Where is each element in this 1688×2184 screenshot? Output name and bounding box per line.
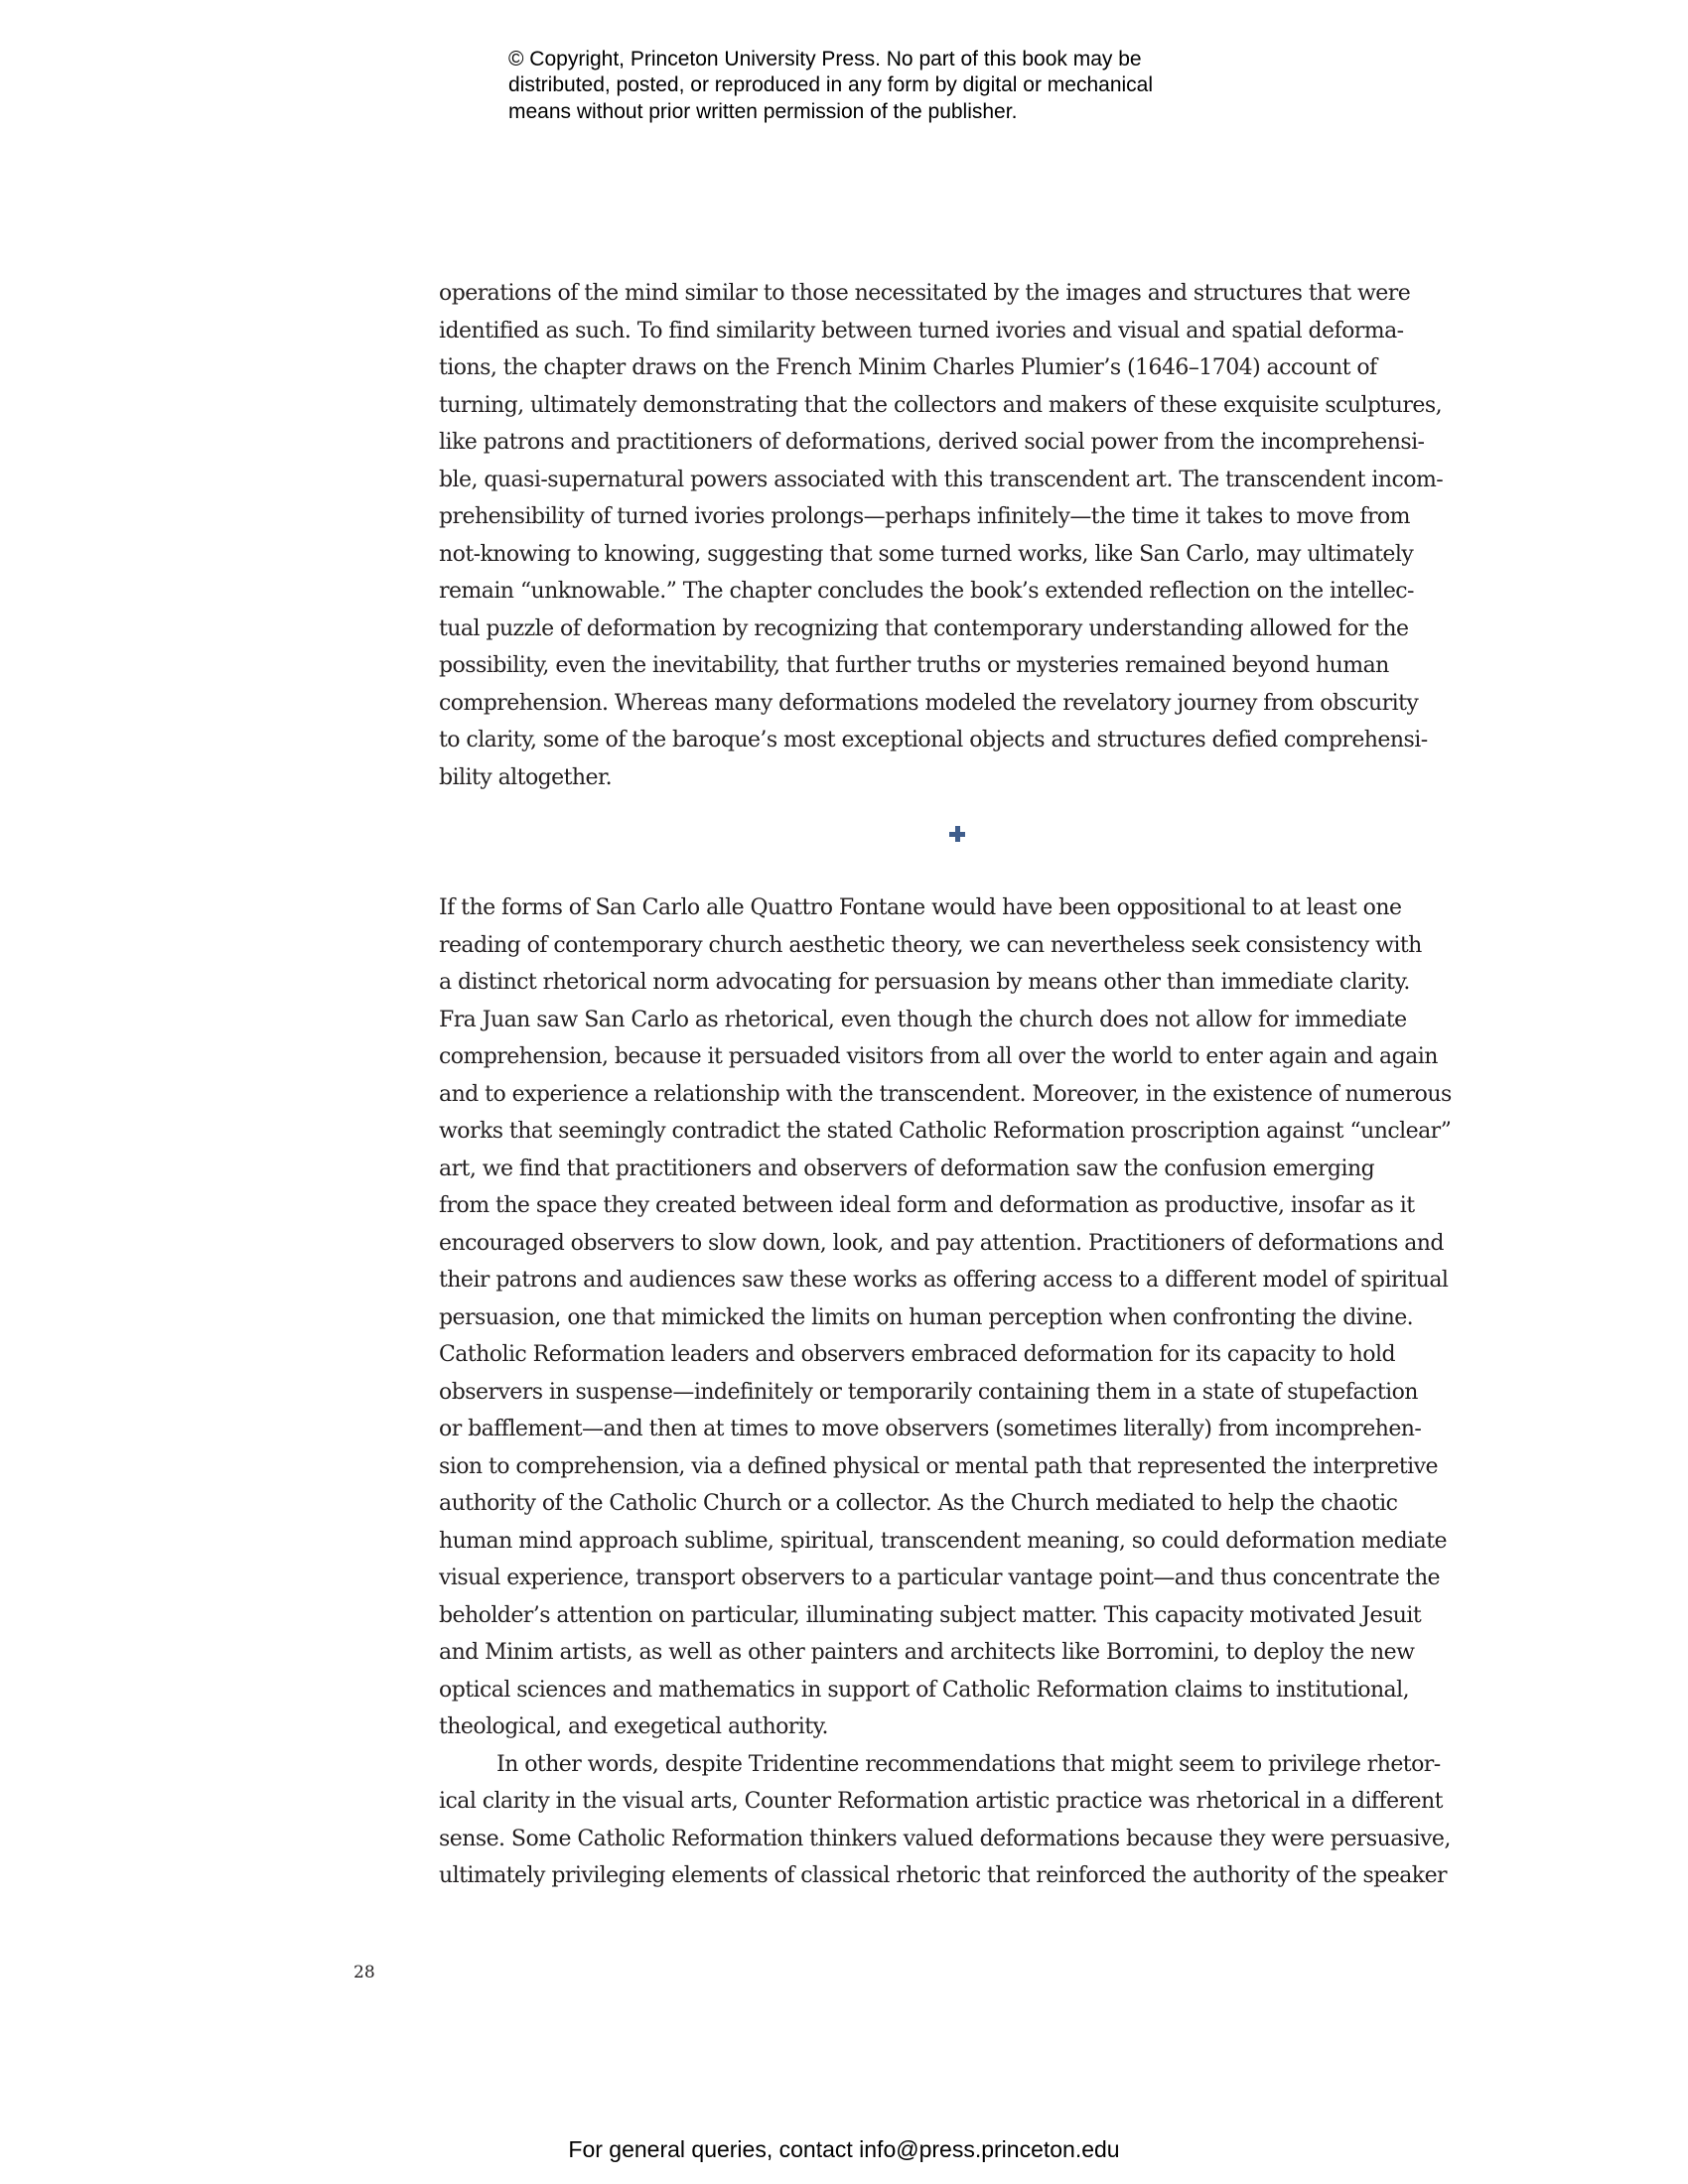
text-line: identified as such. To find similarity between turned ivories and visual and spatial deforma-	[439, 318, 1404, 343]
text-line: art, we find that practitioners and observers of deformation saw the confusion emerging	[439, 1156, 1375, 1181]
text-line: ical clarity in the visual arts, Counter Reformation artistic practice was rhetorical in a different	[439, 1789, 1443, 1814]
text-line: to clarity, some of the baroque’s most exceptional objects and structures defied comprehensi-	[439, 728, 1428, 752]
text-line: In other words, despite Tridentine recommendations that might seem to privilege rhetor-	[496, 1751, 1441, 1777]
text-line: their patrons and audiences saw these works as offering access to a different model of spiritual	[439, 1268, 1449, 1293]
text-line: persuasion, one that mimicked the limits on human perception when confronting the divine.	[439, 1304, 1414, 1330]
cross-ornament-icon	[949, 826, 965, 842]
copyright-line: © Copyright, Princeton University Press. No part of this book may be	[508, 47, 1142, 70]
text-line: or bafflement—and then at times to move observers (sometimes literally) from incomprehen-	[439, 1417, 1422, 1441]
text-line: human mind approach sublime, spiritual, transcendent meaning, so could deformation mediate	[439, 1528, 1447, 1554]
text-line: beholder’s attention on particular, illuminating subject matter. This capacity motivated Jesuit	[439, 1602, 1422, 1628]
text-line: visual experience, transport observers to a particular vantage point—and thus concentrate the	[439, 1566, 1441, 1590]
text-line: tions, the chapter draws on the French Minim Charles Plumier’s (1646–1704) account of	[439, 355, 1377, 380]
text-line: comprehension. Whereas many deformations modeled the revelatory journey from obscurity	[439, 690, 1419, 716]
paragraph-3	[439, 1746, 1486, 1895]
text-line: If the forms of San Carlo alle Quattro Fontane would have been oppositional to at least one	[439, 895, 1402, 920]
copyright-notice	[508, 20, 1223, 125]
text-line: Fra Juan saw San Carlo as rhetorical, even though the church does not allow for immediate	[439, 1007, 1407, 1032]
text-line: like patrons and practitioners of deformations, derived social power from the incomprehensi-	[439, 430, 1425, 455]
text-line: tual puzzle of deformation by recognizing that contemporary understanding allowed for the	[439, 615, 1409, 641]
text-line: and to experience a relationship with the transcendent. Moreover, in the existence of numerous	[439, 1081, 1452, 1107]
text-line: ultimately privileging elements of classical rhetoric that reinforced the authority of the speaker	[439, 1863, 1448, 1888]
text-line: comprehension, because it persuaded visitors from all over the world to enter again and again	[439, 1044, 1438, 1069]
page-number: 28	[353, 1963, 375, 1982]
text-line: sense. Some Catholic Reformation thinkers valued deformations because they were persuasive,	[439, 1826, 1451, 1851]
paragraph-1	[439, 275, 1486, 796]
text-line: optical sciences and mathematics in support of Catholic Reformation claims to institutional,	[439, 1677, 1410, 1703]
text-line: a distinct rhetorical norm advocating for persuasion by means other than immediate clarity.	[439, 970, 1410, 995]
main-text-column	[439, 275, 1486, 1895]
text-line: from the space they created between ideal form and deformation as productive, insofar as it	[439, 1193, 1415, 1218]
text-line: theological, and exegetical authority.	[439, 1714, 828, 1739]
text-line: observers in suspense—indefinitely or temporarily containing them in a state of stupefaction	[439, 1379, 1418, 1405]
section-break-ornament	[439, 796, 1486, 889]
text-line: Catholic Reformation leaders and observers embraced deformation for its capacity to hold	[439, 1342, 1395, 1367]
text-line: works that seemingly contradict the stated Catholic Reformation proscription against “unclear”	[439, 1119, 1452, 1144]
copyright-line: means without prior written permission of the publisher.	[508, 99, 1018, 123]
text-line: possibility, even the inevitability, that further truths or mysteries remained beyond human	[439, 653, 1389, 678]
text-line: sion to comprehension, via a defined physical or mental path that represented the interpretive	[439, 1453, 1439, 1479]
text-line: reading of contemporary church aesthetic theory, we can nevertheless seek consistency with	[439, 932, 1422, 958]
text-line: bility altogether.	[439, 764, 613, 790]
paragraph-2	[439, 889, 1486, 1746]
footer-contact: For general queries, contact info@press.princeton.edu	[568, 2136, 1120, 2162]
text-line: turning, ultimately demonstrating that the collectors and makers of these exquisite sculptures,	[439, 392, 1443, 418]
copyright-line: distributed, posted, or reproduced in any form by digital or mechanical	[508, 73, 1154, 96]
text-line: ble, quasi-supernatural powers associated with this transcendent art. The transcendent incom-	[439, 467, 1444, 492]
text-line: remain “unknowable.” The chapter concludes the book’s extended reflection on the intellec-	[439, 579, 1414, 604]
text-line: and Minim artists, as well as other painters and architects like Borromini, to deploy the new	[439, 1640, 1415, 1665]
text-line: encouraged observers to slow down, look, and pay attention. Practitioners of deformations and	[439, 1230, 1444, 1256]
text-line: prehensibility of turned ivories prolongs—perhaps infinitely—the time it takes to move from	[439, 504, 1410, 529]
text-line: not-knowing to knowing, suggesting that some turned works, like San Carlo, may ultimately	[439, 541, 1414, 567]
text-line: authority of the Catholic Church or a collector. As the Church mediated to help the chaotic	[439, 1491, 1398, 1516]
text-line: operations of the mind similar to those necessitated by the images and structures that were	[439, 281, 1411, 306]
